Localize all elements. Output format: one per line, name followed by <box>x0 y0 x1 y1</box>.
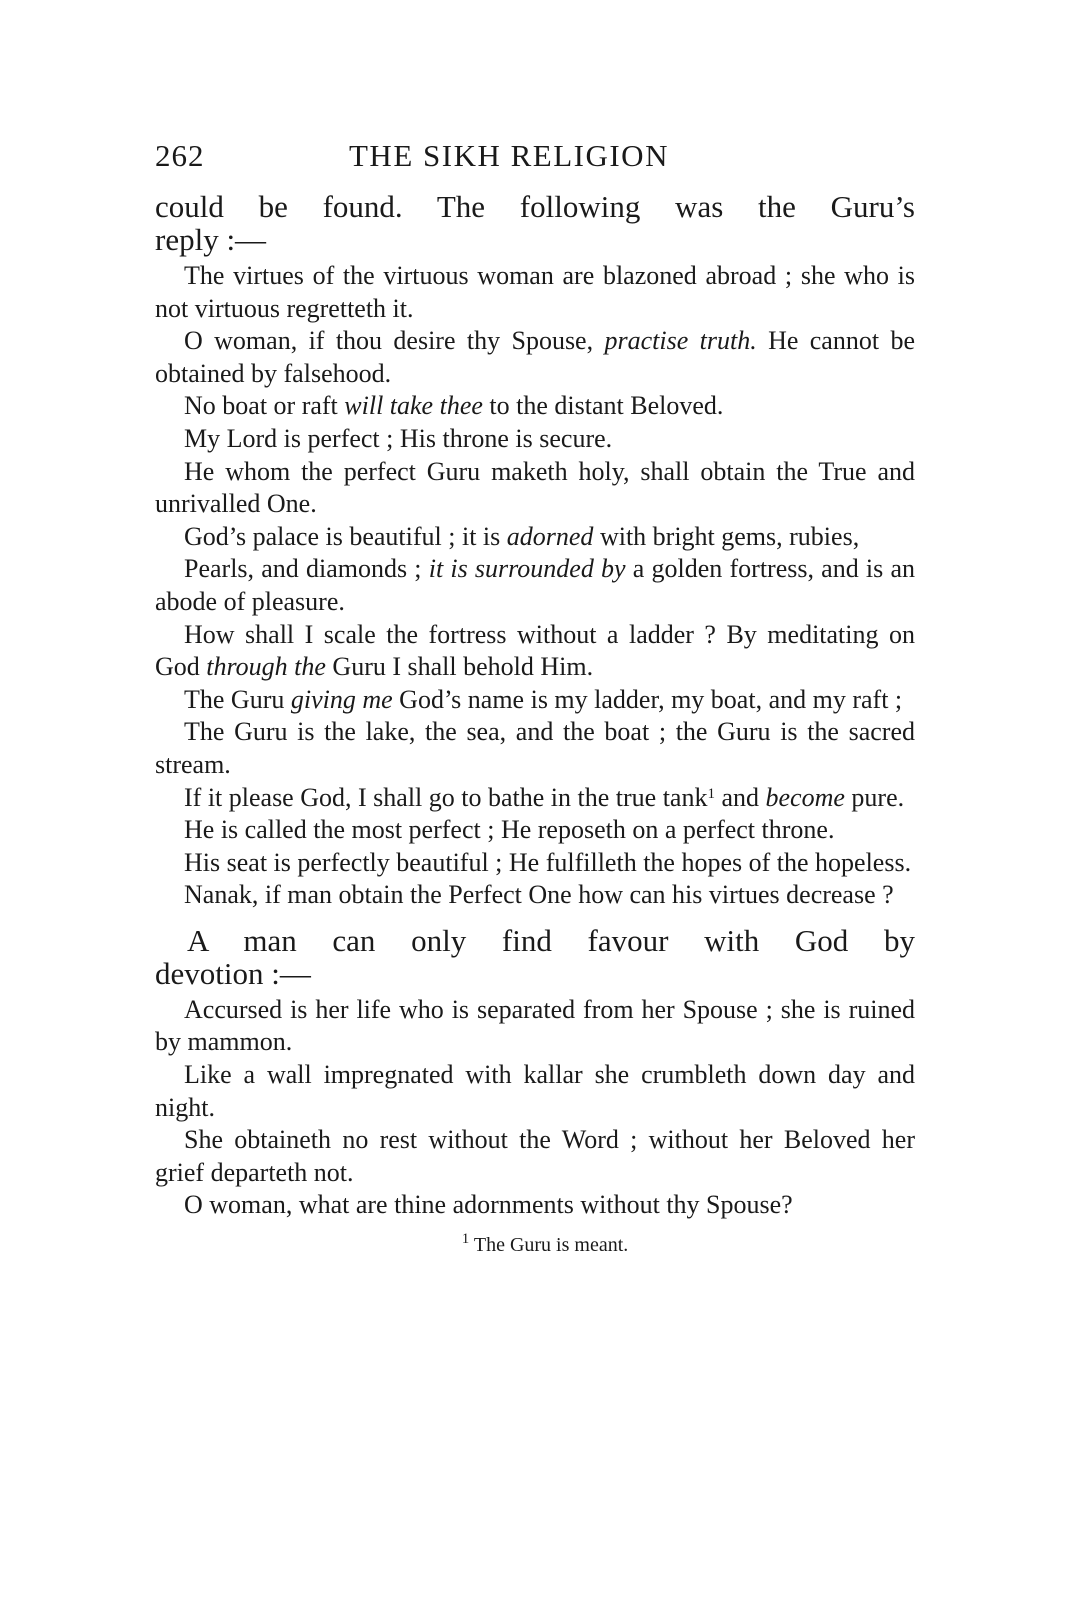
verse-text: How shall I scale the fortress without a ladder ? By meditating on God <box>155 619 915 682</box>
verse-line <box>155 390 915 423</box>
intro-paragraph-1 <box>155 190 915 256</box>
verse-text: to the distant Beloved. <box>482 391 724 421</box>
verse-text: No boat or raft <box>184 391 345 421</box>
verse-text: The virtues of the virtuous woman are blazoned abroad ; she who is not virtuous regretteth it. <box>155 261 915 323</box>
verse-text: He whom the perfect Guru maketh holy, shall obtain the True and unrivalled One. <box>155 456 915 519</box>
verse-line <box>155 716 915 781</box>
verse-line <box>155 814 915 847</box>
verse-line <box>155 847 915 880</box>
verse-text: He is called the most perfect ; He reposeth on a perfect throne. <box>184 815 835 845</box>
verse-line <box>155 423 915 456</box>
verse-line <box>155 1059 915 1124</box>
italic-phrase: giving me <box>290 684 393 714</box>
verse-text: O woman, if thou desire thy Spouse, <box>184 326 605 356</box>
verse-line <box>155 521 915 554</box>
intro-2-line-2: devotion :— <box>155 955 311 991</box>
intro-2-line-1: A man can only find favour with God by <box>187 922 915 958</box>
verse-text: God’s palace is beautiful ; it is <box>184 521 507 551</box>
italic-phrase: practise truth. <box>604 326 757 356</box>
intro-1-line-2: reply :— <box>155 222 267 257</box>
verse-text: My Lord is perfect ; His throne is secure. <box>184 423 613 453</box>
verse-list-2 <box>155 994 915 1222</box>
verse-text: Accursed is her life who is separated from her Spouse ; she is ruined by mammon. <box>155 994 915 1057</box>
footnote <box>155 1232 915 1258</box>
verse-line <box>155 1124 915 1189</box>
footnote-marker: 1 <box>461 1231 470 1248</box>
italic-phrase: it is surrounded by <box>428 554 626 584</box>
verse-line <box>155 260 915 325</box>
book-page <box>155 138 915 1258</box>
verse-text: He cannot be obtained by falsehood. <box>155 326 915 388</box>
running-title: THE SIKH RELIGION <box>349 138 669 173</box>
verse-text: O woman, what are thine adornments without thy Spouse? <box>184 1190 793 1220</box>
verse-line <box>155 325 915 390</box>
verse-text: The Guru <box>184 684 291 714</box>
verse-text: Nanak, if man obtain the Perfect One how can his virtues decrease ? <box>184 880 894 910</box>
verse-list-1 <box>155 260 915 912</box>
verse-line <box>155 782 915 815</box>
intro-paragraph-2 <box>155 924 915 990</box>
footnote-reference: 1 <box>707 785 715 802</box>
italic-phrase: adorned <box>506 521 594 551</box>
verse-text: and <box>714 782 766 812</box>
verse-text: She obtaineth no rest without the Word ; without her Beloved her grief departeth not. <box>155 1125 915 1187</box>
verse-text: with bright gems, rubies, <box>593 521 860 551</box>
verse-text: The Guru is the lake, the sea, and the boat ; the Guru is the sacred stream. <box>155 717 915 779</box>
verse-line <box>155 994 915 1059</box>
verse-line <box>155 684 915 717</box>
verse-text: Pearls, and diamonds ; <box>184 554 429 584</box>
verse-text: If it please God, I shall go to bathe in the true tank <box>184 782 708 812</box>
italic-phrase: through the <box>206 652 326 682</box>
verse-line <box>155 1189 915 1222</box>
verse-line <box>155 619 915 684</box>
verse-line <box>155 879 915 912</box>
verse-text: Guru I shall behold Him. <box>325 652 594 682</box>
page-number: 262 <box>155 138 205 173</box>
verse-text: Like a wall impregnated with kallar she crumbleth down day and night. <box>155 1060 915 1122</box>
italic-phrase: will take thee <box>344 391 483 421</box>
intro-1-line-1: could be found. The following was the Guru’s <box>155 189 915 224</box>
page-header <box>155 138 915 184</box>
verse-line <box>155 553 915 618</box>
verse-text: God’s name is my ladder, my boat, and my raft ; <box>392 684 903 714</box>
verse-text: pure. <box>844 782 905 812</box>
verse-text: His seat is perfectly beautiful ; He fulfilleth the hopes of the hopeless. <box>184 847 912 877</box>
verse-text: a golden fortress, and is an abode of pleasure. <box>155 554 915 616</box>
verse-line <box>155 456 915 521</box>
italic-phrase: become <box>765 782 845 812</box>
footnote-text: The Guru is meant. <box>473 1234 629 1257</box>
